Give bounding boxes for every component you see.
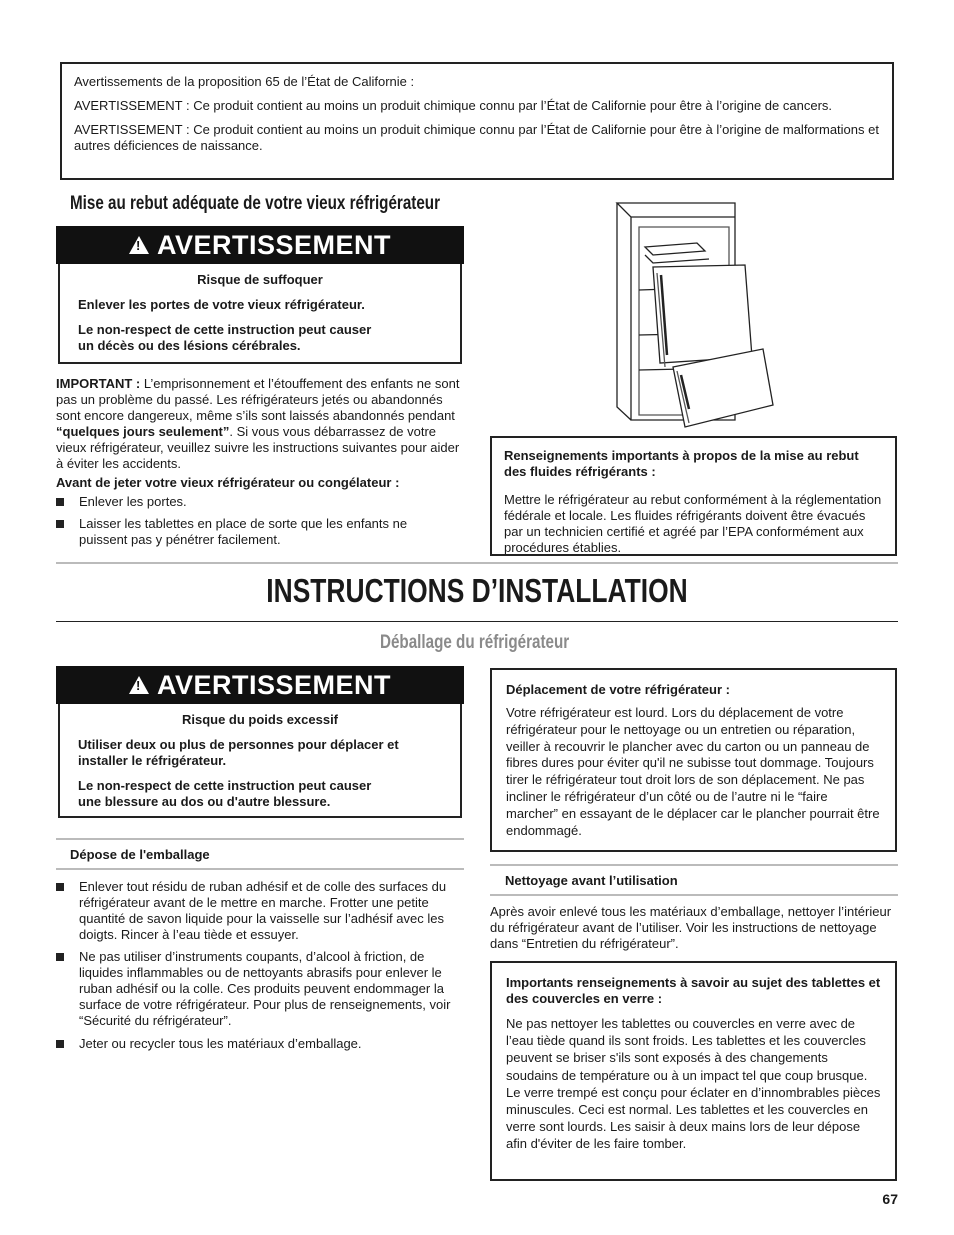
fluids-title: Renseignements importants à propos de la mise au rebut des fluides réfrigérants :	[504, 448, 859, 479]
glass-text: Ne pas nettoyer les tablettes ou couvercles en verre avec de l’eau tiède quand ils sont froids. Les tablettes et les couvercles peuvent se briser s'ils sont exposés à des changements soudains de température ou à un impact tel que coup brusque. Le verre trempé est conçu pour éclater en d’innombrables pièces minuscules. Ceci est normal. Les tablettes et les couvercles en verre sont lourds. Les saisir à deux mains lors de leur dépose afin d'éviter de les faire tomber.	[506, 1016, 881, 1152]
warning-consequence-b: une blessure au dos ou d'autre blessure.	[78, 794, 331, 809]
warning-triangle-icon: !	[129, 676, 149, 694]
important-paragraph	[56, 376, 464, 472]
important-label: IMPORTANT :	[56, 376, 141, 391]
before-disposal-heading: Avant de jeter votre vieux réfrigérateur ou congélateur :	[56, 475, 400, 490]
bullet-text: Laisser les tablettes en place de sorte que les enfants ne puissent pas y pénétrer facilement.	[79, 516, 408, 547]
list-item	[56, 949, 464, 1029]
weight-warning-box	[56, 666, 464, 820]
bullet-text: Ne pas utiliser d’instruments coupants, d’alcool à friction, de liquides inflammables ou de nettoyants abrasifs pour enlever le ruban adhésif ou la colle. Ces produits peuvent endommager la surface de votre réfrigérateur. Pour plus de renseignements, voir “Sécurité du réfrigérateur”.	[79, 949, 451, 1028]
title-underline	[56, 621, 898, 622]
square-bullet-icon	[56, 953, 64, 961]
warning-instruction: Enlever les portes de votre vieux réfrigérateur.	[78, 297, 365, 312]
square-bullet-icon	[56, 498, 64, 506]
glass-title: Importants renseignements à savoir au sujet des tablettes et des couvercles en verre :	[506, 975, 881, 1006]
warning-header	[56, 666, 464, 704]
moving-text: Votre réfrigérateur est lourd. Lors du déplacement de votre réfrigérateur pour le nettoyage ou un entretien ou réparation, veiller à recouvrir le plancher avec du carton ou un panneau de fibres dures pour éviter qu'il ne subisse tout dommage. Toujours tirer le réfrigérateur tout droit lors de son déplacement. Ne pas incliner le réfrigérateur d’un côté ou de l’autre ni le “faire marcher” en essayant de le déplacer car le plancher pourrait être endommagé.	[506, 705, 880, 838]
moving-title: Déplacement de votre réfrigérateur :	[506, 682, 730, 697]
list-item	[56, 879, 464, 943]
cleaning-text: Après avoir enlevé tous les matériaux d’emballage, nettoyer l’intérieur du réfrigérateur avant de l’utiliser. Voir les instructions de nettoyage dans “Entretien du réfrigérateur”.	[490, 904, 892, 951]
warning-consequence-b: un décès ou des lésions cérébrales.	[78, 338, 301, 353]
subsection-underline	[490, 894, 898, 896]
glass-shelves-box	[490, 961, 897, 1181]
refrigerant-fluids-box	[490, 436, 897, 556]
warning-consequence-a: Le non-respect de cette instruction peut causer	[78, 322, 372, 337]
warning-header	[56, 226, 464, 264]
subsection-divider	[490, 864, 898, 866]
prop65-warning-cancer: AVERTISSEMENT : Ce produit contient au moins un produit chimique connu par l’État de Californie pour être à l’origine de cancers.	[74, 98, 833, 113]
square-bullet-icon	[56, 1040, 64, 1048]
subsection-underline	[56, 868, 464, 870]
important-bold: “quelques jours seulement”	[56, 424, 230, 439]
warning-title: AVERTISSEMENT	[156, 229, 392, 260]
refrigerator-doors-removed-illustration	[605, 195, 785, 430]
important-text-2: . Si vous vous débarrassez de votre vieux réfrigérateur, veuillez suivre les instructions suivantes pour aider à éviter les accidents.	[56, 424, 460, 471]
subsection-divider	[56, 838, 464, 840]
bullet-text: Enlever les portes.	[79, 494, 187, 509]
fluids-text: Mettre le réfrigérateur au rebut conformément à la réglementation fédérale et locale. Les fluides réfrigérants doivent être évacués par un technicien certifié et agréé par l’EPA conformément aux procédures établies.	[504, 492, 882, 555]
list-item	[56, 494, 456, 510]
bullet-text: Enlever tout résidu de ruban adhésif et de colle des surfaces du réfrigérateur avant de le mettre en marche. Frotter une petite quantité de savon liquide pour la vaisselle sur l’adhésif avec les doigts. Rincer à l’eau tiède et essuyer.	[79, 879, 447, 942]
warning-risk: Risque de suffoquer	[197, 272, 323, 287]
prop65-warning-birth: AVERTISSEMENT : Ce produit contient au moins un produit chimique connu par l’État de Californie pour être à l’origine de malformations et autres déficiences de naissance.	[74, 122, 879, 153]
section-divider	[56, 562, 898, 564]
page-number: 67	[882, 1191, 898, 1207]
prop65-box	[60, 62, 894, 180]
warning-triangle-icon: !	[129, 236, 149, 254]
prop65-title: Avertissements de la proposition 65 de l’État de Californie :	[74, 74, 415, 89]
suffocation-warning-box	[56, 226, 464, 366]
warning-consequence-a: Le non-respect de cette instruction peut causer	[78, 778, 372, 793]
page-title: INSTRUCTIONS D’INSTALLATION	[266, 572, 688, 609]
bullet-text: Jeter ou recycler tous les matériaux d’emballage.	[79, 1036, 362, 1051]
warning-risk: Risque du poids excessif	[181, 712, 339, 727]
square-bullet-icon	[56, 883, 64, 891]
list-item	[56, 1036, 464, 1052]
important-text-1: L’emprisonnement et l’étouffement des enfants ne sont pas un problème du passé. Les réfrigérateurs jetés ou abandonnés sont encore dangereux, même s’ils sont laissés abandonnés pendant	[56, 376, 460, 423]
warning-title: AVERTISSEMENT	[156, 669, 392, 700]
disposal-heading: Mise au rebut adéquate de votre vieux réfrigérateur	[70, 193, 440, 214]
section-subtitle: Déballage du réfrigérateur	[380, 632, 570, 653]
list-item	[56, 516, 456, 548]
cleaning-heading: Nettoyage avant l’utilisation	[505, 873, 678, 888]
moving-refrigerator-box	[490, 668, 897, 852]
square-bullet-icon	[56, 520, 64, 528]
warning-instruction-a: Utiliser deux ou plus de personnes pour déplacer et	[78, 737, 399, 752]
warning-instruction-b: installer le réfrigérateur.	[78, 753, 227, 768]
packaging-removal-heading: Dépose de l'emballage	[70, 847, 210, 862]
